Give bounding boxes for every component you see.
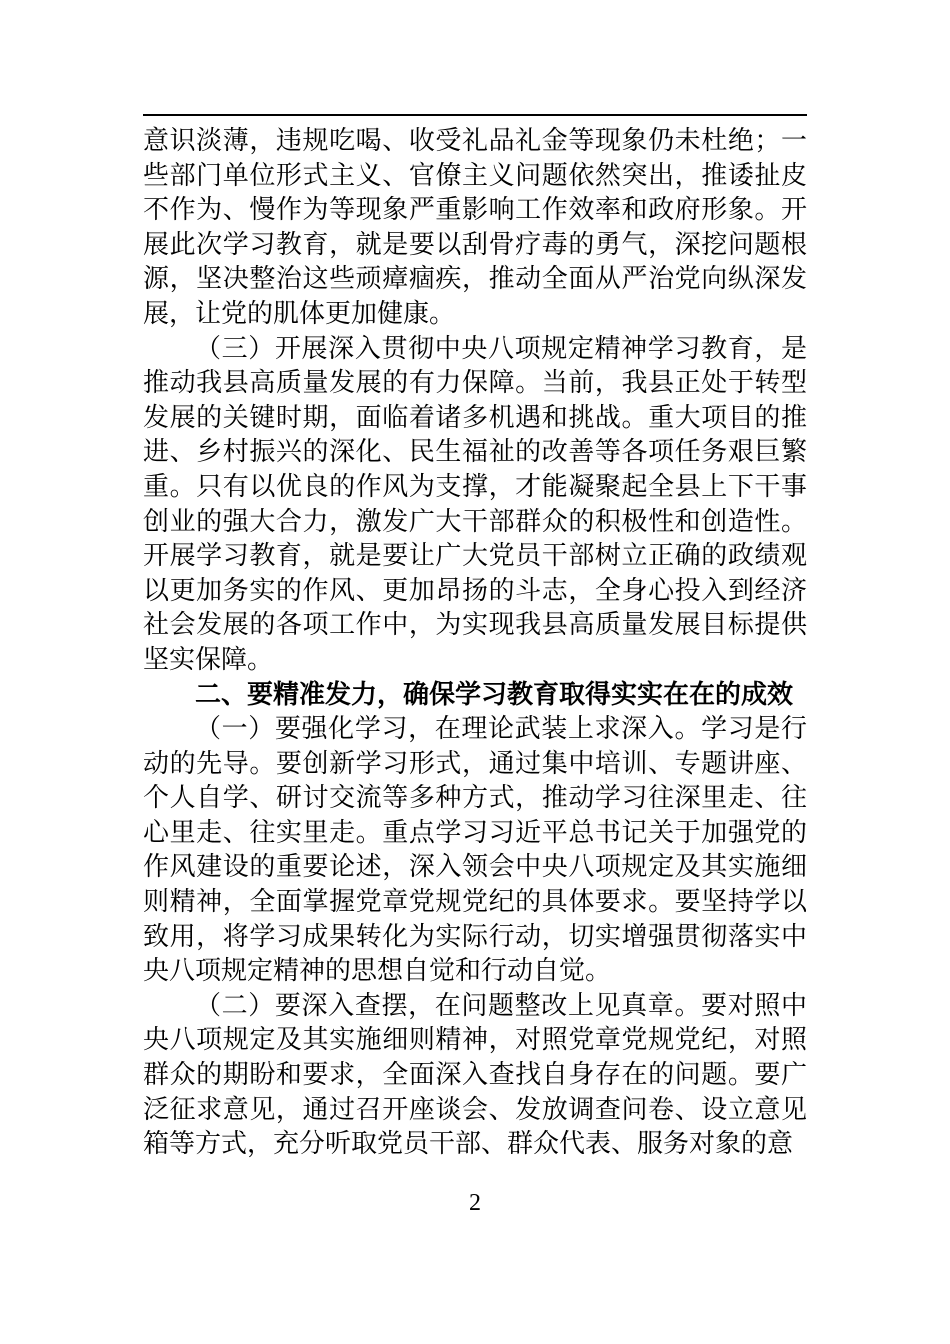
paragraph-subsection-two: （二）要深入查摆，在问题整改上见真章。要对照中央八项规定及其实施细则精神，对照党章党规党纪，对照群众的期盼和要求，全面深入查找自身存在的问题。要广泛征求意见，通过召开座谈会、发放调查问卷、设立意见箱等方式，充分听取党员干部、群众代表、服务对象的意 (143, 990, 807, 1160)
page-number: 2 (469, 1190, 481, 1216)
section-heading: 二、要精准发力，确保学习教育取得实实在在的成效 (195, 679, 794, 710)
header-rule (143, 114, 807, 116)
paragraph-section-three: （三）开展深入贯彻中央八项规定精神学习教育，是推动我县高质量发展的有力保障。当前，我县正处于转型发展的关键时期，面临着诸多机遇和挑战。重大项目的推进、乡村振兴的深化、民生福祉的改善等各项任务艰巨繁重。只有以优良的作风为支撑，才能凝聚起全县上下干事创业的强大合力，激发广大干部群众的积极性和创造性。开展学习教育，就是要让广大党员干部树立正确的政绩观以更加务实的作风、更加昂扬的斗志，全身心投入到经济社会发展的各项工作中，为实现我县高质量发展目标提供坚实保障。 (143, 333, 807, 675)
body-text (143, 124, 807, 1162)
paragraph-continuation: 意识淡薄，违规吃喝、收受礼品礼金等现象仍未杜绝；一些部门单位形式主义、官僚主义问题依然突出，推诿扯皮不作为、慢作为等现象严重影响工作效率和政府形象。开展此次学习教育，就是要以刮骨疗毒的勇气，深挖问题根源，坚决整治这些顽瘴痼疾，推动全面从严治党向纵深发展，让党的肌体更加健康。 (143, 126, 807, 329)
paragraph-subsection-one: （一）要强化学习，在理论武装上求深入。学习是行动的先导。要创新学习形式，通过集中培训、专题讲座、个人自学、研讨交流等多种方式，推动学习往深里走、往心里走、往实里走。重点学习习近平总书记关于加强党的作风建设的重要论述，深入领会中央八项规定及其实施细则精神，全面掌握党章党规党纪的具体要求。要坚持学以致用，将学习成果转化为实际行动，切实增强贯彻落实中央八项规定精神的思想自觉和行动自觉。 (143, 714, 807, 987)
